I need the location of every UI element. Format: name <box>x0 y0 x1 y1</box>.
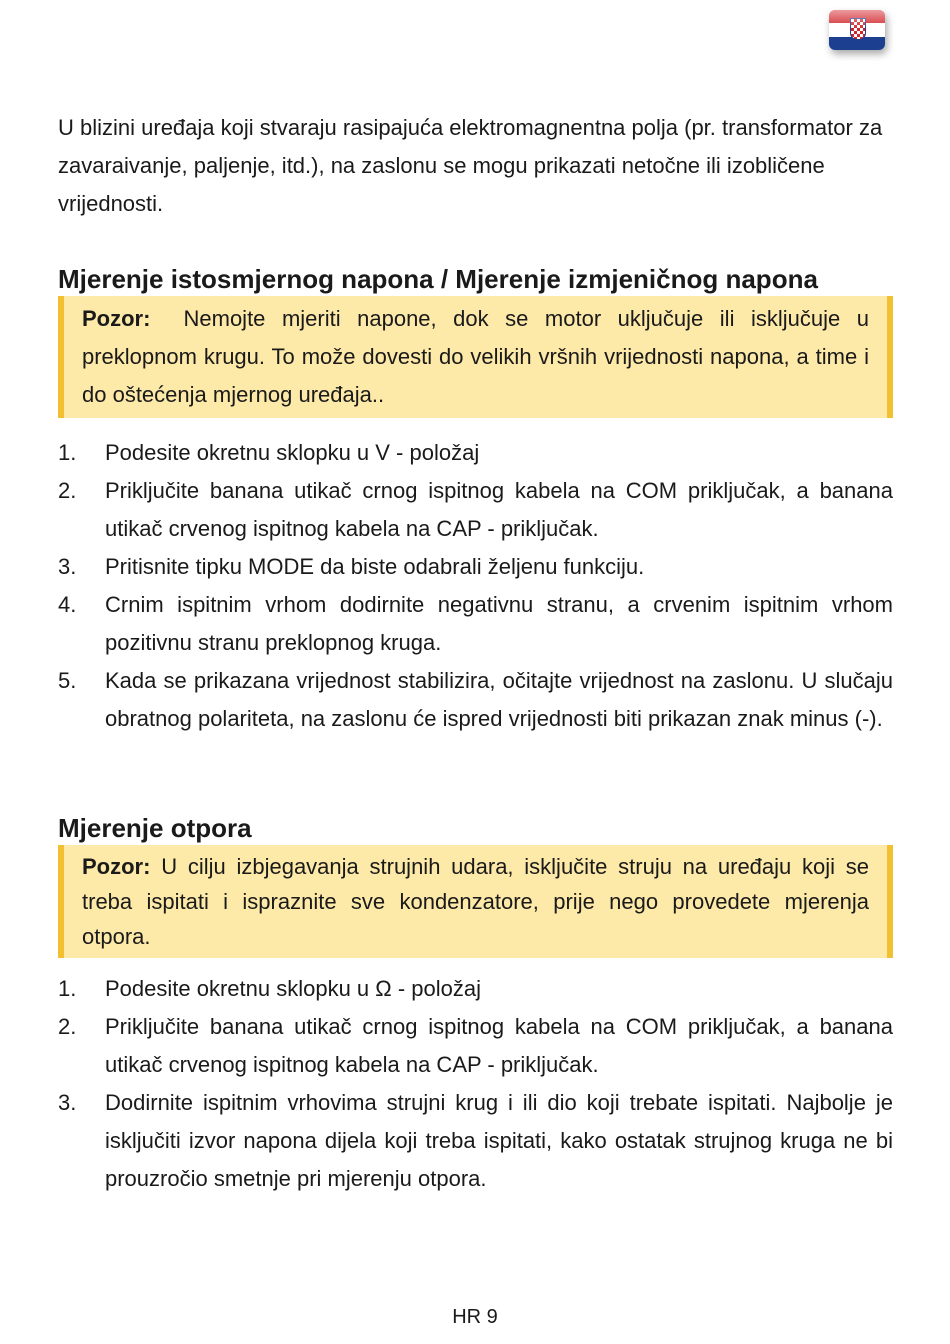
warning-label: Pozor: <box>82 854 151 879</box>
list-item: 3. Dodirnite ispitnim vrhovima strujni krug i ili dio koji trebate ispitati. Najbolje je isključiti izvor napona dijela koji treba ispitati, kako ostatak strujnog kruga ne bi prouzročio smetnje pri mjerenju otpora. <box>58 1090 893 1191</box>
warning-text: Nemojte mjeriti napone, dok se motor uključuje ili isključuje u preklopnom krugu. To može dovesti do velikih vršnih vrijednosti napona, a time i do oštećenja mjernog uređaja.. <box>82 306 869 407</box>
list-item: 5. Kada se prikazana vrijednost stabilizira, očitajte vrijednost na zaslonu. U slučaju obratnog polariteta, na zaslonu će ispred vrijednosti biti prikazan znak minus (-). <box>58 668 893 731</box>
dc-ac-voltage-section <box>58 262 893 738</box>
warning-label: Pozor: <box>82 306 151 331</box>
list-item: 3. Pritisnite tipku MODE da biste odabrali željenu funkciju. <box>58 554 645 579</box>
croatian-flag-icon <box>829 10 885 50</box>
intro-paragraph: U blizini uređaja koji stvaraju rasipajuća elektromagnentna polja (pr. transformator za zavaraivanje, paljenje, itd.), na zaslonu se mogu prikazati netočne ili izobličene vrijednosti. <box>58 115 883 216</box>
section-heading-voltage: Mjerenje istosmjernog napona / Mjerenje izmjeničnog napona <box>58 264 818 294</box>
warning-box-resistance <box>58 845 893 958</box>
page-number: HR 9 <box>452 1306 498 1328</box>
warning-text: U cilju izbjegavanja strujnih udara, isključite struju na uređaju koji se treba ispitati i ispraznite sve kondenzatore, prije nego provedete mjerenja otpora. <box>82 854 869 949</box>
steps-list-resistance <box>58 970 893 1198</box>
list-item: 2. Priključite banana utikač crnog ispitnog kabela na COM priključak, a banana utikač crvenog ispitnog kabela na CAP - priključak. <box>58 1014 893 1077</box>
warning-box-voltage <box>58 296 893 418</box>
intro-block <box>58 109 893 223</box>
resistance-section <box>58 811 893 1198</box>
list-item: 1. Podesite okretnu sklopku u V - položaj <box>58 440 480 465</box>
section-heading-resistance: Mjerenje otpora <box>58 813 252 843</box>
steps-list-voltage <box>58 434 893 738</box>
list-item: 4. Crnim ispitnim vrhom dodirnite negativnu stranu, a crvenim ispitnim vrhom pozitivnu stranu preklopnog kruga. <box>58 592 893 655</box>
list-item: 2. Priključite banana utikač crnog ispitnog kabela na COM priključak, a banana utikač crvenog ispitnog kabela na CAP - priključak. <box>58 478 893 541</box>
list-item: 1. Podesite okretnu sklopku u Ω - položaj <box>58 976 481 1001</box>
